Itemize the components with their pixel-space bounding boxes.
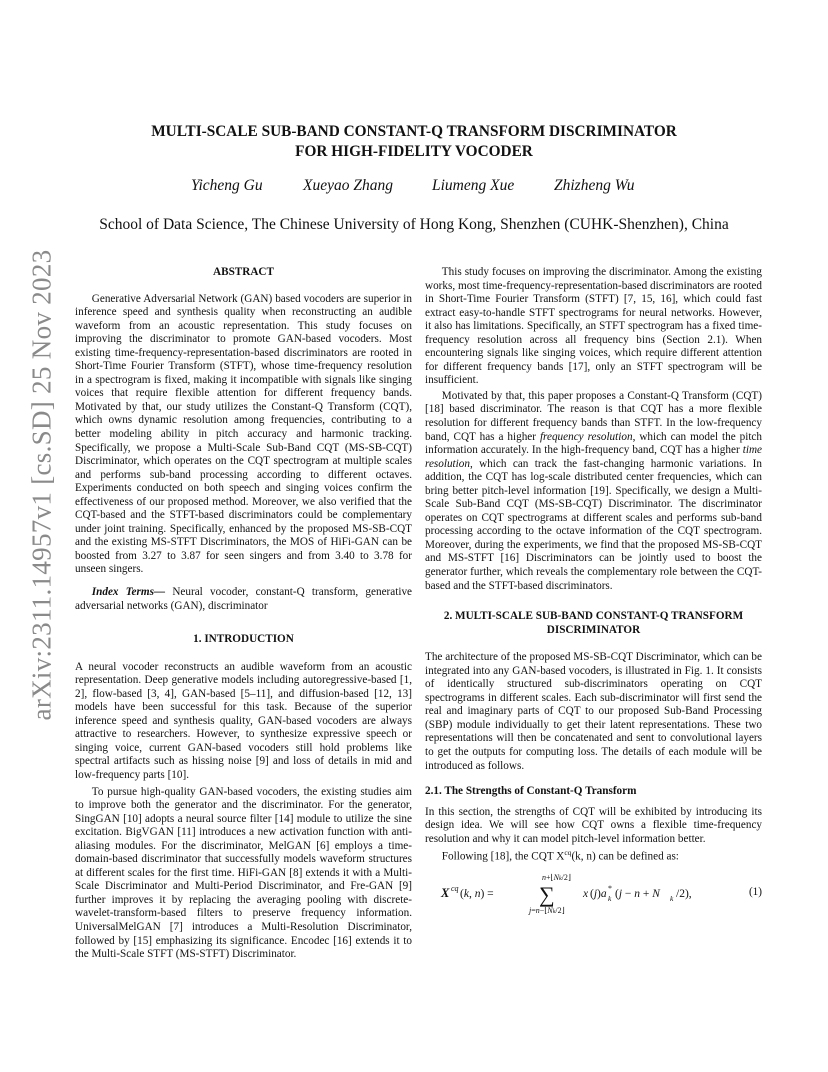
section-heading-line: 2. MULTI-SCALE SUB-BAND CONSTANT-Q TRANSFORM: [443, 610, 744, 623]
title-line-1: MULTI-SCALE SUB-BAND CONSTANT-Q TRANSFORM DISCRIMINATOR: [151, 123, 677, 140]
section-heading-introduction: 1. INTRODUCTION: [193, 633, 294, 646]
author-name: Xueyao Zhang: [303, 177, 393, 194]
emphasis-text: frequency resolution: [539, 430, 633, 443]
svg-text:∑: ∑: [539, 881, 555, 907]
svg-text:x: x: [583, 887, 589, 900]
svg-text:cq: cq: [451, 883, 459, 893]
superscript: cq: [564, 848, 572, 858]
svg-text:X: X: [441, 885, 450, 900]
svg-text:k: k: [608, 893, 612, 903]
text-span: Following [18], the CQT X: [441, 850, 565, 863]
equation-number: (1): [748, 885, 762, 898]
author-name: Yicheng Gu: [191, 177, 263, 194]
text-span: , which can track the fast-changing harmonic variations. In addition, the CQT has log-scale distributed center frequencies, which can bring better pitch-level information [19]. Specifically, we design a Multi-Scale Sub-Band CQT (MS-SB-CQT) Discriminator. The discriminator operates on CQT spectrograms at different scales and performs sub-band processing according to the octave information of the CQT spectrogram. Moreover, during the experiments, we find that the proposed MS-SB-CQT and MS-STFT [16] Discriminators can be jointly used to boost the generator further, which reveals the complementary role between the CQT-based and the STFT-based discriminators.: [425, 457, 762, 592]
text-span: , which can model the pitch information accurately. In the high-frequency band, CQT has a higher: [425, 430, 762, 457]
author-name: Zhizheng Wu: [554, 177, 635, 194]
svg-text:/2),: /2),: [676, 887, 692, 900]
svg-text:(j)a: (j)a: [590, 887, 607, 900]
index-terms-text: Neural vocoder, constant-Q transform, generative adversarial networks (GAN), discriminator: [75, 585, 412, 612]
svg-text:j=n−⌊Nk/2⌋: j=n−⌊Nk/2⌋: [529, 905, 565, 915]
subsection-paragraph-1: In this section, the strengths of CQT will be exhibited by introducing its design idea. We will see how CQT owns a flexible time-frequency resolution and why it can model pitch-level information better.: [425, 805, 762, 845]
cqt-equation: [439, 871, 729, 915]
affiliation: School of Data Science, The Chinese University of Hong Kong, Shenzhen (CUHK-Shenzhen), China: [99, 216, 729, 233]
text-span: (k, n) can be defined as:: [571, 850, 679, 863]
svg-text:(k, n) =: (k, n) =: [460, 887, 494, 900]
subsection-paragraph-2: [425, 846, 762, 864]
svg-text:*: *: [608, 883, 612, 893]
abstract-text: Generative Adversarial Network (GAN) based vocoders are superior in inference speed and synthesis quality when reconstructing an audible waveform from an acoustic representation. This study focuses on improving the discriminator to promote GAN-based vocoders. Most existing time-frequency-representation-based discriminators are rooted in Short-Time Fourier Transform (STFT), whose time-frequency resolution in a spectrogram is fixed, making it incompatible with signals like singing voices that require flexible attention for different frequency bands. Motivated by that, our study utilizes the Constant-Q Transform (CQT), which owns dynamic resolution among frequencies, contributing to a better modeling ability in pitch accuracy and harmonic tracking. Specifically, we propose a Multi-Scale Sub-Band CQT (MS-SB-CQT) Discriminator, which operates on the CQT spectrogram at multiple scales and performs sub-band processing according to different octaves. Experiments conducted on both speech and singing voices confirm the effectiveness of our proposed method. Moreover, we also verified that the CQT-based and the STFT-based discriminators could be complementary under joint training. Specifically, enhanced by the proposed MS-SB-CQT and the existing MS-STFT Discriminators, the MOS of HiFi-GAN can be boosted from 3.27 to 3.87 for seen singers and from 3.40 to 3.78 for unseen singers.: [75, 292, 412, 576]
index-terms: [75, 586, 412, 613]
emphasis-text: time resolution: [425, 444, 762, 470]
equation-1: [425, 871, 762, 915]
svg-text:n+⌊Nk/2⌋: n+⌊Nk/2⌋: [542, 872, 571, 882]
author-list: [0, 177, 828, 199]
svg-text:(j − n + N: (j − n + N: [615, 887, 660, 900]
arxiv-identifier: [22, 249, 62, 721]
intro-paragraph-2: To pursue high-quality GAN-based vocoders, the existing studies aim to improve both the generator and the discriminator. For the generator, SingGAN [10] adopts a neural source filter [14] module to utilize the sine excitation. BigVGAN [11] introduces a new activation function with anti-aliasing modules. For the discriminator, MelGAN [6] employs a time-domain-based discriminator that successfully models waveform structures at different scales for the first time. HiFi-GAN [8] extends it with a Multi-Scale Discriminator and Multi-Period Discriminator, and Fre-GAN [9] further improves it by replacing the averaging pooling with discrete-wavelet-transform-based filters to preserve frequency information. UniversalMelGAN [7] introduces a Multi-Resolution Discriminator, followed by [15] emphasizing its significance. Encodec [16] extends it to the Multi-Scale STFT (MS-STFT) Discriminator.: [75, 785, 412, 961]
left-column: [75, 266, 412, 962]
arxiv-id-text: arXiv:2311.14957v1 [cs.SD] 25 Nov 2023: [26, 249, 57, 721]
intro-paragraph-3: This study focuses on improving the discriminator. Among the existing works, most time-frequency-representation-based discriminators are rooted in Short-Time Fourier Transform (STFT) [7, 15, 16], which could fast extract easy-to-handle STFT spectrograms for neural networks. However, it also has limitations. Specifically, an STFT spectrogram has a fixed time-frequency resolution across all frequency bins (Section 2.1). When encountering signals like singing voices, which require different attention for different frequency bands [17], only an STFT spectrogram will be insufficient.: [425, 266, 762, 387]
index-terms-label: Index Terms—: [91, 585, 166, 598]
paper-title: [0, 122, 828, 162]
method-paragraph-1: The architecture of the proposed MS-SB-CQT Discriminator, which can be integrated into any GAN-based vocoders, is illustrated in Fig. 1. It consists of identically structured sub-discriminators operating on CQT spectrograms in different scales. Each sub-discriminator will first send the real and imaginary parts of CQT to our proposed Sub-Band Processing (SBP) module individually to get their latent representations. These two representations will then be concatenated and sent to convolutional layers to get the outputs for computing loss. The details of each module will be introduced as follows.: [425, 651, 762, 772]
abstract-heading: ABSTRACT: [213, 266, 274, 278]
section-heading-line: DISCRIMINATOR: [546, 623, 641, 636]
text-span: Motivated by that, this paper proposes a Constant-Q Transform (CQT) [18] based discriminator. The reason is that CQT has a more flexible resolution for different frequency bands than STFT. In the low-frequency band, CQT has a higher: [425, 389, 762, 443]
intro-paragraph-4: [425, 390, 762, 593]
section-heading-method: [425, 610, 762, 637]
subsection-heading: 2.1. The Strengths of Constant-Q Transform: [425, 785, 637, 798]
title-line-2: FOR HIGH-FIDELITY VOCODER: [295, 143, 533, 160]
right-column: [425, 266, 762, 915]
author-name: Liumeng Xue: [432, 177, 515, 194]
svg-text:k: k: [670, 893, 674, 903]
intro-paragraph-1: A neural vocoder reconstructs an audible waveform from an acoustic representation. Deep generative models including autoregressive-based [1, 2], flow-based [3, 4], GAN-based [5–11], and diffusion-based [12, 13] models have been successful for this task. Because of the superior inference speed and synthesis quality, GAN-based vocoders are always attractive to researchers. However, to synthesize expressive speech or singing voice, current GAN-based vocoders still hold problems like spectral artifacts such as hissing noise [9] and loss of details in mid and low-frequency parts [10].: [75, 660, 412, 781]
